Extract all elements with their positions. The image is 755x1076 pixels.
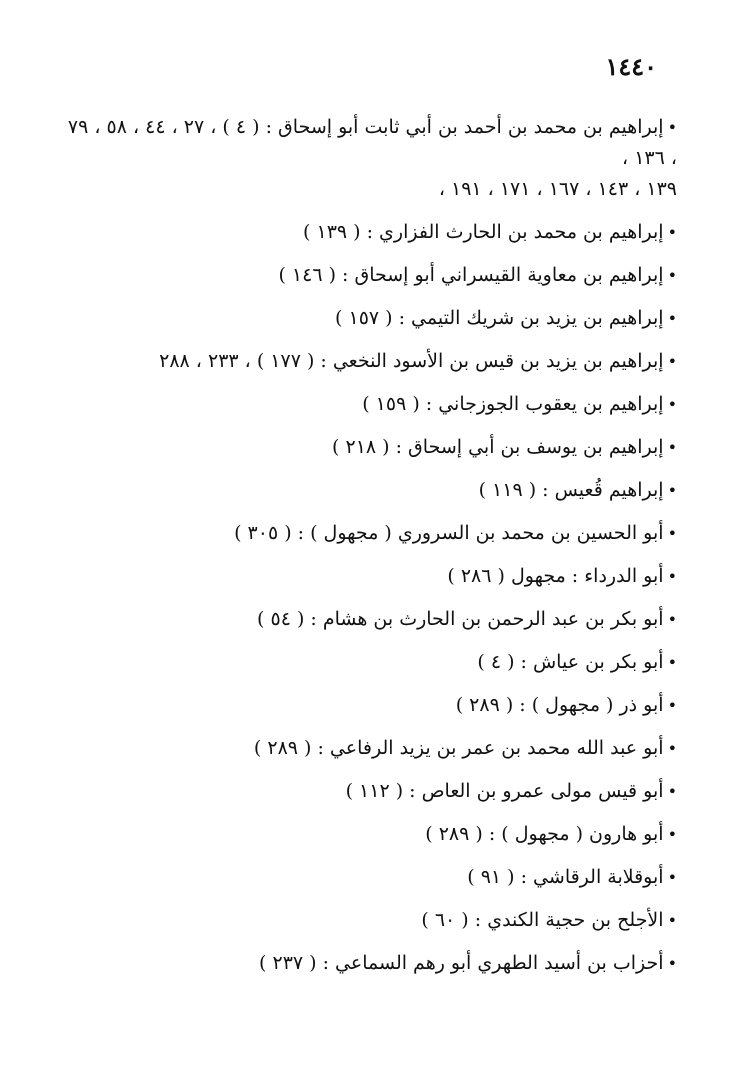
bullet-icon: • bbox=[667, 223, 677, 242]
entry-text: إبراهيم بن معاوية القيسراني أبو إسحاق : ( ١٤٦ ) bbox=[278, 264, 664, 286]
entry-text: أبو هارون ( مجهول ) : ( ٢٨٩ ) bbox=[425, 823, 664, 845]
index-entry bbox=[57, 112, 677, 205]
entry-text: الأجلح بن حجية الكندي : ( ٦٠ ) bbox=[421, 909, 664, 931]
bullet-icon: • bbox=[667, 266, 677, 285]
entry-text: إبراهيم بن محمد بن أحمد بن أبي ثابت أبو إسحاق : ( ٤ ) ، ٢٧ ، ٤٤ ، ٥٨ ، ٧٩ ، ١٣٦ ، bbox=[67, 116, 677, 169]
bullet-icon: • bbox=[667, 739, 677, 758]
bullet-icon: • bbox=[667, 911, 677, 930]
bullet-icon: • bbox=[667, 653, 677, 672]
bullet-icon: • bbox=[667, 524, 677, 543]
bullet-icon: • bbox=[667, 825, 677, 844]
index-entry bbox=[57, 260, 677, 291]
index-entry bbox=[57, 690, 677, 721]
index-entry bbox=[57, 776, 677, 807]
index-entry bbox=[57, 862, 677, 893]
page-number: ١٤٤٠ bbox=[605, 52, 657, 81]
entry-text: أبو عبد الله محمد بن عمر بن يزيد الرفاعي : ( ٢٨٩ ) bbox=[253, 737, 664, 759]
index-entry bbox=[57, 905, 677, 936]
bullet-icon: • bbox=[667, 309, 677, 328]
bullet-icon: • bbox=[667, 954, 677, 973]
entry-text-continuation: ١٣٩ ، ١٤٣ ، ١٦٧ ، ١٧١ ، ١٩١ ، bbox=[438, 178, 677, 200]
index-entry bbox=[57, 561, 677, 592]
entry-text: أبو بكر بن عياش : ( ٤ ) bbox=[477, 651, 664, 673]
entry-text: أبو قيس مولى عمرو بن العاص : ( ١١٢ ) bbox=[345, 780, 664, 802]
bullet-icon: • bbox=[667, 395, 677, 414]
bullet-icon: • bbox=[667, 567, 677, 586]
index-entry bbox=[57, 346, 677, 377]
bullet-icon: • bbox=[667, 610, 677, 629]
index-entry bbox=[57, 819, 677, 850]
entry-text: إبراهيم قُعيس : ( ١١٩ ) bbox=[478, 479, 664, 501]
index-entry bbox=[57, 604, 677, 635]
bullet-icon: • bbox=[667, 352, 677, 371]
entry-text: أبو بكر بن عبد الرحمن بن الحارث بن هشام : ( ٥٤ ) bbox=[257, 608, 664, 630]
index-entry bbox=[57, 647, 677, 678]
entry-text: إبراهيم بن يزيد بن قيس بن الأسود النخعي : ( ١٧٧ ) ، ٢٣٣ ، ٢٨٨ bbox=[159, 350, 664, 372]
entry-text: أبو الدرداء : مجهول ( ٢٨٦ ) bbox=[447, 565, 664, 587]
entry-text: إبراهيم بن محمد بن الحارث الفزاري : ( ١٣٩ ) bbox=[303, 221, 664, 243]
index-entry bbox=[57, 303, 677, 334]
bullet-icon: • bbox=[667, 438, 677, 457]
entry-text: إبراهيم بن يزيد بن شريك التيمي : ( ١٥٧ ) bbox=[335, 307, 664, 329]
index-entry bbox=[57, 475, 677, 506]
entry-text: أبو ذر ( مجهول ) : ( ٢٨٩ ) bbox=[455, 694, 664, 716]
index-entry bbox=[57, 217, 677, 248]
entry-text: أبوقلابة الرقاشي : ( ٩١ ) bbox=[467, 866, 664, 888]
index-entry bbox=[57, 432, 677, 463]
index-entry-list bbox=[57, 112, 677, 991]
entry-text: أحزاب بن أسيد الطهري أبو رهم السماعي : ( ٢٣٧ ) bbox=[259, 952, 664, 974]
index-entry bbox=[57, 389, 677, 420]
index-entry bbox=[57, 948, 677, 979]
index-entry bbox=[57, 518, 677, 549]
entry-text: إبراهيم بن يعقوب الجوزجاني : ( ١٥٩ ) bbox=[362, 393, 664, 415]
bullet-icon: • bbox=[667, 782, 677, 801]
bullet-icon: • bbox=[667, 481, 677, 500]
entry-text: أبو الحسين بن محمد بن السروري ( مجهول ) : ( ٣٠٥ ) bbox=[234, 522, 664, 544]
bullet-icon: • bbox=[667, 868, 677, 887]
bullet-icon: • bbox=[667, 696, 677, 715]
entry-text: إبراهيم بن يوسف بن أبي إسحاق : ( ٢١٨ ) bbox=[332, 436, 664, 458]
index-entry bbox=[57, 733, 677, 764]
bullet-icon: • bbox=[667, 118, 677, 137]
